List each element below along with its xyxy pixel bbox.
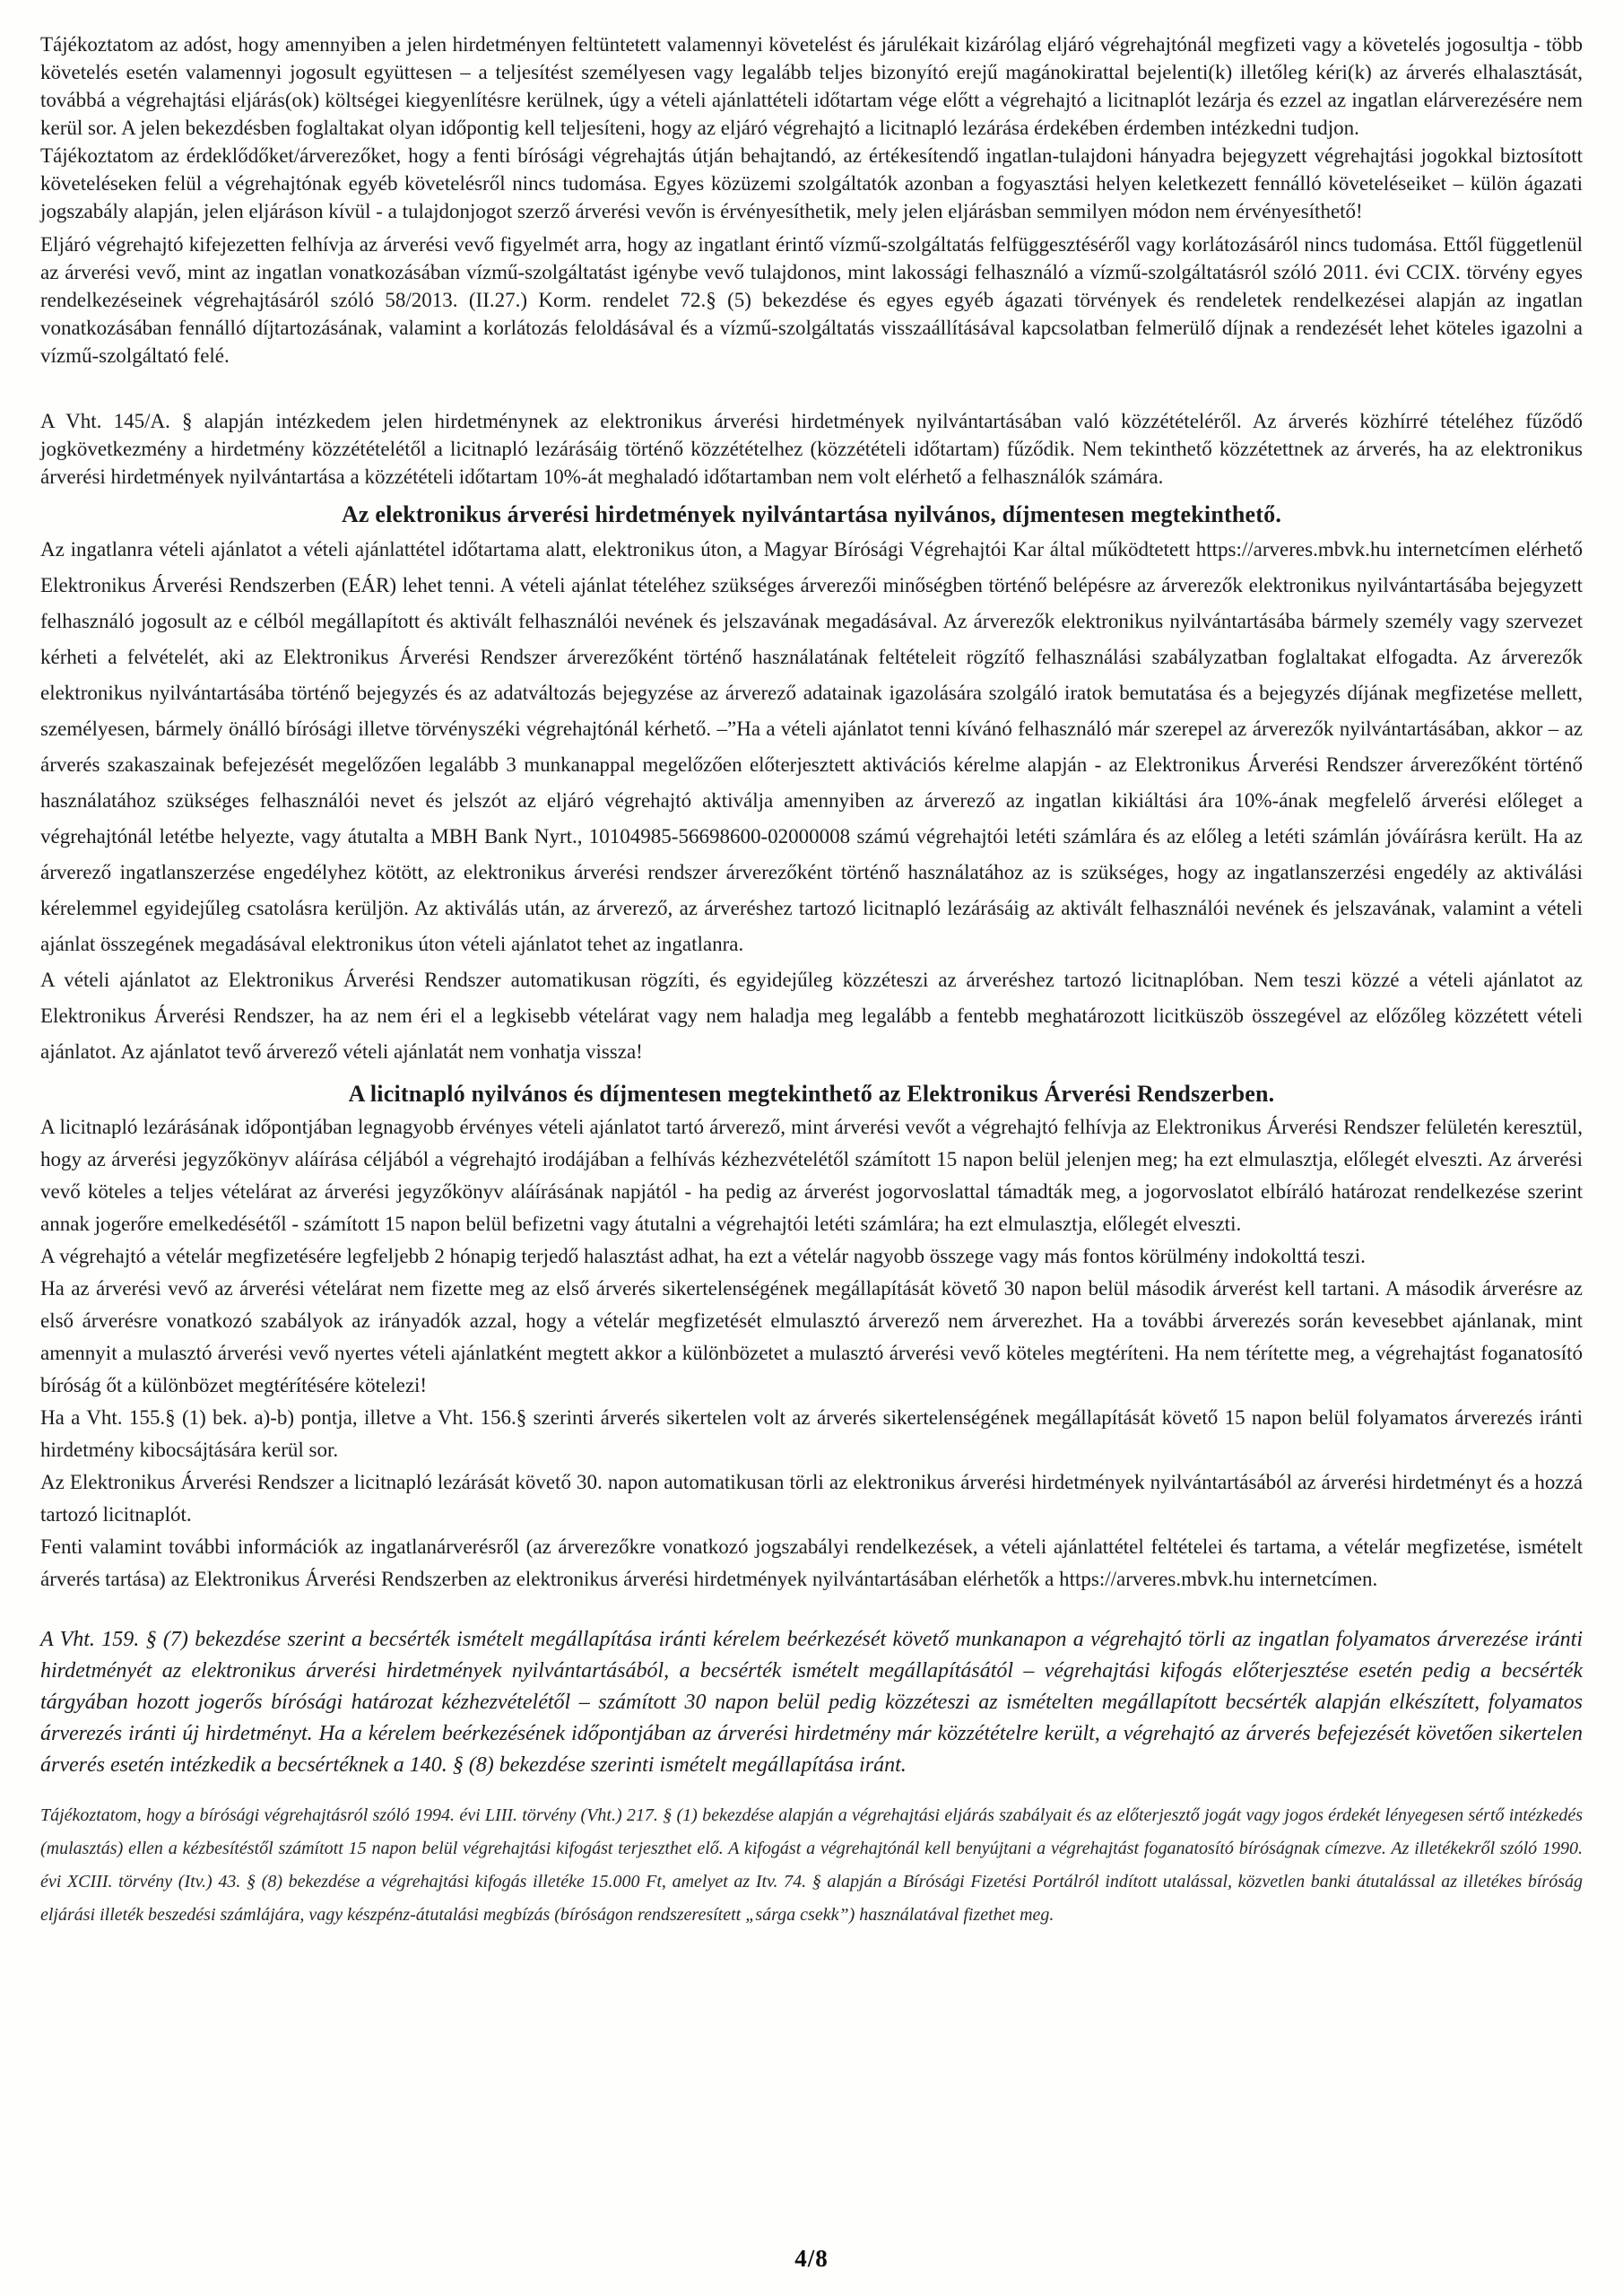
paragraph-interested-parties: Tájékoztatom az érdeklődőket/árverezőket, hogy a fenti bírósági végrehajtás útján behajtandó, az értékesítendő ingatlan-tulajdoni hányadra bejegyzett végrehajtási jogokkal biztosított követeléseken felül a végrehajtónak egyéb követelésről nincs tudomása. Egyes közüzemi szolgáltatók azonban a fogyasztási helyen keletkezett fennálló követeléseiket – külön ágazati jogszabály alapján, jelen eljáráson kívül - a tulajdonjogot szerző árverési vevőn is érvényesíthetik, mely jelen eljárásban semmilyen módon nem érvényesíthető! [40,144,1583,222]
heading-registry-public: Az elektronikus árverési hirdetmények nyilvántartása nyilvános, díjmentesen megtekinthető. [341,501,1282,527]
paragraph-water-utility: Eljáró végrehajtó kifejezetten felhívja az árverési vevő figyelmét arra, hogy az ingatlant érintő vízmű-szolgáltatás felfüggesztéséről vagy korlátozásáról nincs tudomása. Ettől függetlenül az árverési vevő, mint az ingatlan vonatkozásában vízmű-szolgáltatást igénybe vevő tulajdonos, mint lakossági felhasználó a vízmű-szolgáltatásról szóló 2011. évi CCIX. törvény egyes rendelkezéseinek végrehajtásáról szóló 58/2013. (II.27.) Korm. rendelet 72.§ (5) bekezdése és egyes egyéb ágazati törvények és rendeletek rendelkezései alapján az ingatlan vonatkozásában fennálló díjtartozásának, valamint a korlátozás feloldásával és a vízmű-szolgáltatás visszaállításával kapcsolatban felmerülő díjnak a rendezését lehet köteles igazolni a vízmű-szolgáltató felé. [40,233,1583,367]
paragraph-payment-extension: A végrehajtó a vételár megfizetésére legfeljebb 2 hónapig terjedő halasztást adhat, ha ezt a vételár nagyobb összege vagy más fontos körülmény indokolttá teszi. [40,1245,1366,1267]
paragraph-auto-deletion: Az Elektronikus Árverési Rendszer a licitnapló lezárását követő 30. napon automatikusan törli az elektronikus árverési hirdetmények nyilvántartásából az árverési hirdetményt és a hozzá tartozó licitnaplót. [40,1471,1583,1526]
paragraph-legal-remedy-fine-print: Tájékoztatom, hogy a bírósági végrehajtásról szóló 1994. évi LIII. törvény (Vht.) 217. § (1) bekezdése alapján a végrehajtási eljárás szabályait és az előterjesztő jogát vagy jogos érdekét lényegesen sértő intézkedés (mulasztás) ellen a kézbesítéstől számított 15 napon belül végrehajtási kifogást terjeszthet elő. A kifogást a végrehajtónál kell benyújtani a végrehajtást foganatosító bíróságnak címezve. Az illetékekről szóló 1990. évi XCIII. törvény (Itv.) 43. § (8) bekezdése a végrehajtási kifogás illetéke 15.000 Ft, amelyet az Itv. 74. § alapján a Bírósági Fizetési Portálról indított utalással, közvetlen banki átutalással az illetékes bíróság eljárási illeték beszedési számlájára, vagy készpénz-átutalási megbízás (bíróságon rendszeresített „sárga csekk”) használatával fizethet meg. [40,1805,1583,1925]
paragraph-second-auction: Ha az árverési vevő az árverési vételárat nem fizette meg az első árverés sikertelenségének megállapítását követő 30 napon belül második árverést kell tartani. A második árverésre az első árverésre vonatkozó szabályok az irányadók azzal, hogy a vételár megfizetését elmulasztó árverező nem árverezhet. Ha a további árverezés során kevesebbet ajánlanak, mint amennyit a mulasztó árverési vevő nyertes vételi ajánlatként megtett akkor a különbözetet a mulasztó árverési vevő köteles megtéríteni. Ha nem térítette meg, a végrehajtást foganatosító bíróság őt a különbözet megtérítésére kötelezi! [40,1277,1583,1396]
paragraph-bid-log-closing: A licitnapló lezárásának időpontjában legnagyobb érvényes vételi ajánlatot tartó árverező, mint árverési vevőt a végrehajtó felhívja az Elektronikus Árverési Rendszer felületén keresztül, hogy az árverési jegyzőkönyv aláírása céljából a végrehajtó irodájában a felhívás kézhezvételétől számított 15 napon belül jelenjen meg; ha ezt elmulasztja, előlegét elveszti. Az árverési vevő köteles a teljes vételárat az árverési jegyzőkönyv aláírásának napjától - ha pedig az árverést jogorvoslattal támadták meg, a jogorvoslatot elbíráló határozat rendelkezése szerint annak jogerőre emelkedésétől - számított 15 napon belül befizetni vagy átutalni a végrehajtói letéti számlára; ha ezt elmulasztja, előlegét elveszti. [40,1116,1583,1235]
heading-bid-log-public: A licitnapló nyilvános és díjmentesen megtekinthető az Elektronikus Árverési Rendszerben. [348,1081,1275,1107]
paragraph-vht-145a: A Vht. 145/A. § alapján intézkedem jelen hirdetménynek az elektronikus árverési hirdetmények nyilvántartásában való közzétételéről. Az árverés közhírré tételéhez fűződő jogkövetkezmény a hirdetmény közzétételétől a licitnapló lezárásáig történő közzétételhez (közzétételi időtartam) fűződik. Nem tekinthető közzétettnek az árverés, ha az elektronikus árverési hirdetmények nyilvántartása a közzétételi időtartam 10%-át meghaladó időtartamban nem volt elérhető a felhasználók számára. [40,410,1583,488]
paragraph-ear-bidding: Az ingatlanra vételi ajánlatot a vételi ajánlattétel időtartama alatt, elektronikus úton, a Magyar Bírósági Végrehajtói Kar által működtetett https://arveres.mbvk.hu internetcímen elérhető Elektronikus Árverési Rendszerben (EÁR) lehet tenni. A vételi ajánlat tételéhez szükséges árverezői minőségben történő belépésre az árverezők elektronikus nyilvántartásába bejegyzett felhasználó jogosult az e célból megállapított és aktivált felhasználói nevének és jelszavának megadásával. Az árverezők elektronikus nyilvántartásába bármely személy vagy szervezet kérheti a felvételét, aki az Elektronikus Árverési Rendszer árverezőként történő használatának feltételeit rögzítő felhasználási szabályzatban foglaltakat elfogadta. Az árverezők elektronikus nyilvántartásába történő bejegyzés és az adatváltozás bejegyzése az árverező adatainak igazolására szolgáló iratok bemutatása és a bejegyzés díjának megfizetése mellett, személyesen, bármely önálló bírósági illetve törvényszéki végrehajtónál kérhető. –”Ha a vételi ajánlatot tenni kívánó felhasználó már szerepel az árverezők nyilvántartásában, akkor – az árverés szakaszainak befejezését megelőzően legalább 3 munkanappal megelőzően előterjesztett aktivációs kérelme alapján - az Elektronikus Árverési Rendszer árverezőként történő használatához szükséges felhasználói nevet és jelszót az eljáró végrehajtó aktiválja amennyiben az árverező az ingatlan kikiáltási ára 10%-ának megfelelő árverési előleget a végrehajtónál letétbe helyezte, vagy átutalta a MBH Bank Nyrt., 10104985-56698600-02000008 számú végrehajtói letéti számlára és az előleg a letéti számlán jóváírásra került. Ha az árverező ingatlanszerzése engedélyhez kötött, az elektronikus árverési rendszer árverezőként történő használatához az is szükséges, hogy az ingatlanszerzési engedély az aktiválási kérelemmel egyidejűleg csatolásra kerüljön. Az aktiválás után, az árverező, az árveréshez tartozó licitnapló lezárásáig az aktivált felhasználói nevének és jelszavának, valamint a vételi ajánlat összegének megadásával elektronikus úton vételi ajánlatot tehet az ingatlanra. [40,538,1583,955]
paragraph-vht-159-italic: A Vht. 159. § (7) bekezdése szerint a becsérték ismételt megállapítása iránti kérelem beérkezését követő munkanapon a végrehajtó törli az ingatlan folyamatos árverezése iránti hirdetményét az elektronikus árverési hirdetmények nyilvántartásából, a becsérték ismételt megállapításától – végrehajtási kifogás előterjesztése esetén pedig a becsérték tárgyában hozott jogerős bírósági határozat kézhezvételétől – számított 30 napon belül pedig közzéteszi az ismételten megállapított becsérték alapján elkészített, folyamatos árverezés iránti új hirdetményt. Ha a kérelem beérkezésének időpontjában az árverési hirdetmény már közzétételre került, a végrehajtó az árverés befejezését követően sikertelen árverés esetén intézkedik a becsértéknek a 140. § (8) bekezdése szerinti ismételt megállapítása iránt. [40,1628,1583,1777]
page-number: 4/8 [794,2245,829,2272]
paragraph-debtor-info: Tájékoztatom az adóst, hogy amennyiben a jelen hirdetményen feltüntetett valamennyi követelést és járulékait kizárólag eljáró végrehajtónál megfizeti vagy a követelés jogosultja - több követelés esetén valamennyi jogosult együttesen – a teljesítést személyesen vagy legalább teljes bizonyító erejű magánokirattal bejelenti(k) illetőleg kéri(k) az árverés elhalasztását, továbbá a végrehajtási eljárás(ok) költségei kiegyenlítésre kerülnek, úgy a vételi ajánlattételi időtartam vége előtt a végrehajtó a licitnaplót lezárja és ezzel az ingatlan elárverezésére nem kerül sor. A jelen bekezdésben foglaltakat olyan időpontig kell teljesíteni, hogy az eljáró végrehajtó a licitnapló lezárása érdekében érdemben intézkedni tudjon. [40,33,1583,139]
paragraph-bid-recording: A vételi ajánlatot az Elektronikus Árverési Rendszer automatikusan rögzíti, és egyidejűleg közzéteszi az árveréshez tartozó licitnaplóban. Nem teszi közzé a vételi ajánlatot az Elektronikus Árverési Rendszer, ha az nem éri el a legkisebb vételárat vagy nem haladja meg legalább a fentebb meghatározott licitküszöb összegével az előzőleg közzétett vételi ajánlatot. Az ajánlatot tevő árverező vételi ajánlatát nem vonhatja vissza! [40,969,1583,1063]
paragraph-further-info: Fenti valamint további információk az ingatlanárverésről (az árverezőkre vonatkozó jogszabályi rendelkezések, a vételi ajánlattétel feltételei és tartama, a vételár megfizetése, ismételt árverés tartása) az Elektronikus Árverési Rendszerben az elektronikus árverési hirdetmények nyilvántartásában elérhetők a https://arveres.mbvk.hu internetcímen. [40,1535,1583,1590]
paragraph-vht-155-156: Ha a Vht. 155.§ (1) bek. a)-b) pontja, illetve a Vht. 156.§ szerinti árverés sikertelen volt az árverés sikertelenségének megállapítását követő 15 napon belül folyamatos árverezés iránti hirdetmény kibocsájtására kerül sor. [40,1406,1583,1461]
